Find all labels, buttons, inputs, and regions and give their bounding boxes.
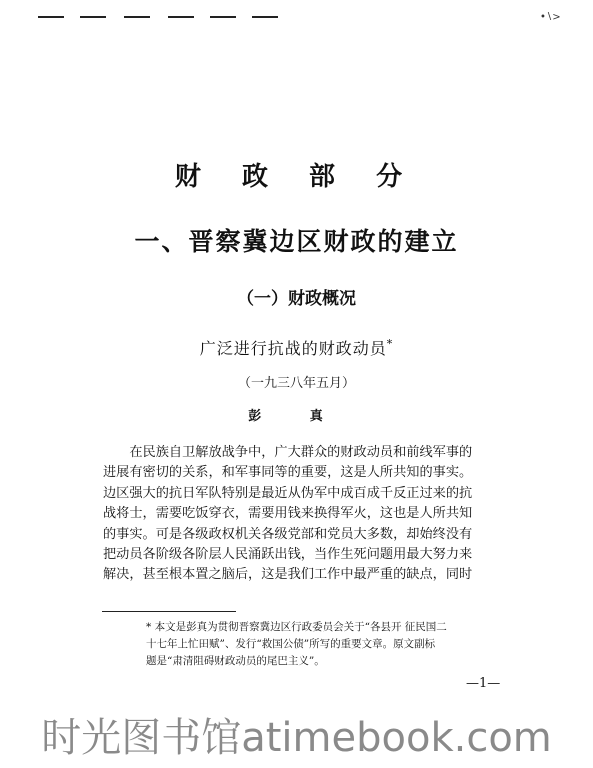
corner-mark: •∖> — [540, 12, 561, 23]
body-line: 战将士，需要吃饭穿衣，需要用钱来换得军火，这也是人所共知 — [103, 506, 473, 522]
header-dash-rule — [38, 16, 278, 20]
page-number: —1— — [466, 676, 501, 691]
body-line: 边区强大的抗日军队特别是最近从伪军中成百成千反正过来的抗 — [103, 485, 473, 501]
footnote-line: * 本文是彭真为贯彻晋察冀边区行政委员会关于“各县开 征民国二 — [146, 621, 447, 633]
body-line: 在民族自卫解放战争中，广大群众的财政动员和前线军事的 — [103, 445, 473, 460]
article-date: （一九三八年五月） — [237, 376, 355, 391]
article-author: 彭 真 — [248, 409, 345, 424]
article-body — [103, 443, 523, 586]
footnote-rule — [102, 611, 236, 612]
section-title: （一）财政概况 — [237, 289, 356, 309]
footnote-line: 题是“肃清阻碍财政动员的尾巴主义”。 — [146, 655, 325, 667]
watermark: 时光图书馆atimebook.com — [41, 715, 552, 761]
footnote — [146, 619, 516, 670]
body-line: 的事实。可是各级政权机关各级党部和党员大多数，却始终没有 — [103, 526, 473, 542]
body-line: 进展有密切的关系，和军事同等的重要，这是人所共知的事实。 — [103, 465, 473, 481]
body-line: 解决，甚至根本置之脑后，这是我们工作中最严重的缺点，同时 — [103, 567, 473, 583]
chapter-title: 一、晋察冀边区财政的建立 — [134, 227, 459, 256]
body-line: 把动员各阶级各阶层人民涌跃出钱，当作生死问题用最大努力来 — [103, 547, 473, 563]
article-title-text: 广泛进行抗战的财政动员 — [199, 339, 387, 358]
article-title — [0, 336, 593, 359]
footnote-line: 十七年上忙田赋”、发行“救国公债”所写的重要文章。原文副标 — [146, 638, 436, 650]
part-title: 财 政 部 分 — [174, 162, 419, 192]
footnote-marker: * — [386, 337, 394, 351]
